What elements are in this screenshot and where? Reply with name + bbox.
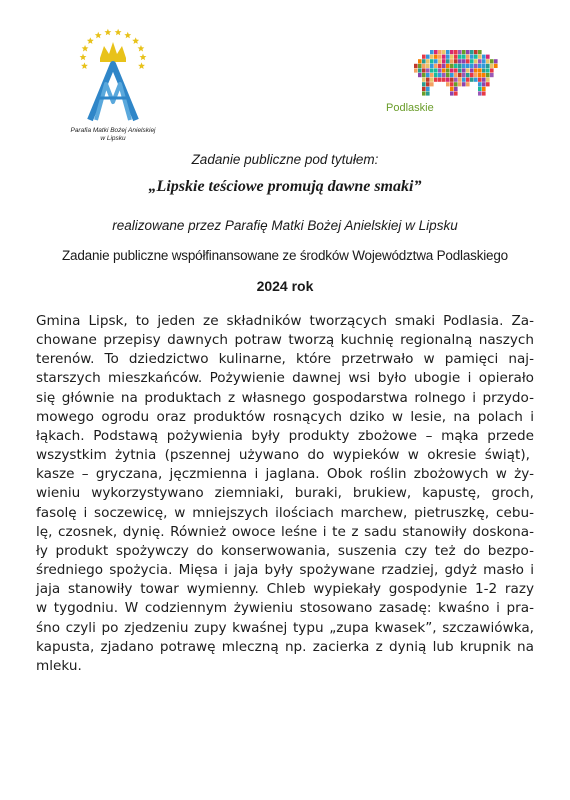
body-line: w tygodniu. W codziennym żywieniu stosowano zasadę: kwaśno i pra- <box>36 600 534 617</box>
body-line: terenów. To dziedzictwo kulinarne, które przetrwało w pamięci naj- <box>36 351 534 368</box>
podlaskie-label: Podlaskie <box>386 102 434 114</box>
body-line: łąkach. Podstawą pożywienia były produkty zbożowe – mąka przede <box>36 427 534 444</box>
realized-by: realizowane przez Parafię Matki Bożej Anielskiej w Lipsku <box>112 218 458 233</box>
body-line: mowego ogrodu oraz produktów rosnących dziko w lesie, na polach i <box>36 408 534 425</box>
parish-caption-line1: Parafia Matki Bożej Anielskiej <box>70 127 156 134</box>
parish-caption-line2: w Lipsku <box>100 135 126 142</box>
body-line: kapusta, zjadano potrawę mleczną np. zacierka z dynią lub krupnik na <box>36 638 534 655</box>
task-intro: Zadanie publiczne pod tytułem: <box>191 152 379 167</box>
podlaskie-logo <box>386 48 506 128</box>
body-line: fasolę i soczewicę, w mniejszych ilościach marchew, pietruszkę, cebu- <box>36 504 534 521</box>
parish-logo <box>58 28 168 148</box>
body-line: wieniu wykorzystywano ziemniaki, buraki, brukiew, kapustę, groch, <box>36 485 534 502</box>
bison-mosaic-icon <box>410 48 502 108</box>
body-line: średniego spożycia. Mięsa i jaja były spożywane rzadziej, gdyż masło i <box>36 562 534 579</box>
body-line: kasze – gryczana, jęczmienna i jaglana. Obok roślin zbożowych w ży- <box>36 466 534 483</box>
body-line: jaja stanowiły towar wymienny. Chleb wypiekały gospodynie 1-2 razy <box>36 581 534 598</box>
body-line: wszystkim żytnia (pszennej używano do wypieków w okresie świąt), <box>36 447 530 464</box>
body-paragraph <box>36 312 534 676</box>
body-line: mleku. <box>36 657 82 674</box>
body-line: śno czyli po zjedzeniu zupy kwaśnej typu „zupa kwasek”, szczawiówka, <box>36 619 534 636</box>
body-line: chowane przepisy dawnych potraw tworzą kuchnię regionalną naszych <box>36 332 534 349</box>
parish-caption <box>58 127 168 143</box>
task-title: „Lipskie teściowe promują dawne smaki” <box>148 178 422 195</box>
body-line: Gmina Lipsk, to jeden ze składników tworzących smaki Podlasia. Za- <box>36 313 534 329</box>
body-line: się głównie na produktach z własnego gospodarstwa rolnego i przydo- <box>36 389 534 406</box>
body-line: ły produkt spożywczy do konserwowania, suszenia czy też do bezpo- <box>36 542 534 559</box>
year-label: 2024 rok <box>256 278 314 294</box>
parish-emblem-icon <box>76 28 150 124</box>
financing-note: Zadanie publiczne współfinansowane ze środków Województwa Podlaskiego <box>62 248 508 263</box>
body-line: starszych mieszkańców. Pożywienie dawnej wsi było ubogie i opierało <box>36 370 534 387</box>
body-line: lę, czosnek, dynię. Również owoce leśne i te z sadu stanowiły doskona- <box>36 523 534 540</box>
